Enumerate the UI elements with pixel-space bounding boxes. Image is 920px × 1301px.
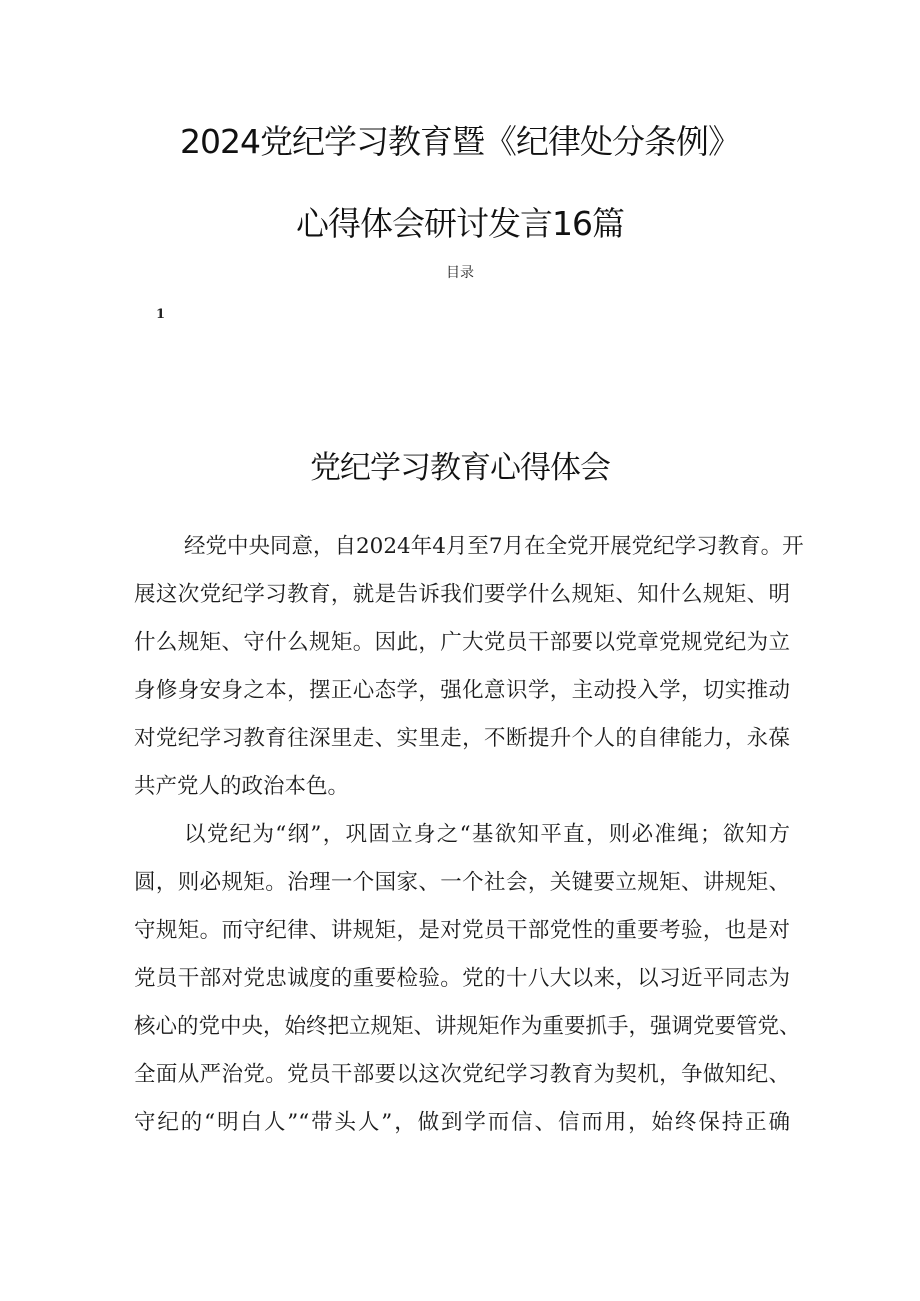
paragraph-line: 核心的党中央，始终把立规矩、讲规矩作为重要抓手，强调党要管党、	[134, 1014, 801, 1039]
paragraph-line: 共产党人的政治本色。	[134, 774, 350, 799]
paragraph-line: 展这次党纪学习教育，就是告诉我们要学什么规矩、知什么规矩、明	[134, 582, 790, 607]
toc-entry-1[interactable]: 1	[156, 307, 166, 322]
paragraph-line: 什么规矩、守什么规矩。因此，广大党员干部要以党章党规党纪为立	[134, 630, 790, 655]
paragraph-line: 以党纪为“纲”，巩固立身之“基欲知平直，则必准绳；欲知方	[184, 822, 790, 847]
document-title-line-1: 2024党纪学习教育暨《纪律处分条例》	[180, 122, 740, 161]
paragraph-line: 身修身安身之本，摆正心态学，强化意识学，主动投入学，切实推动	[134, 678, 790, 703]
document-title-line-2: 心得体会研讨发言16篇	[296, 204, 624, 243]
paragraph-line: 党员干部对党忠诚度的重要检验。党的十八大以来，以习近平同志为	[134, 966, 790, 991]
paragraph-line: 守纪的“明白人”“带头人”，做到学而信、信而用，始终保持正确	[134, 1110, 790, 1135]
paragraph-line: 全面从严治党。党员干部要以这次党纪学习教育为契机，争做知纪、	[134, 1062, 790, 1087]
section-title: 党纪学习教育心得体会	[310, 450, 610, 486]
toc-heading: 目录	[446, 265, 474, 281]
body-paragraph-2	[134, 811, 801, 1147]
body-paragraph-1	[134, 523, 804, 811]
paragraph-line: 守规矩。而守纪律、讲规矩，是对党员干部党性的重要考验，也是对	[134, 918, 790, 943]
paragraph-line: 对党纪学习教育往深里走、实里走，不断提升个人的自律能力，永葆	[134, 726, 790, 751]
paragraph-line: 圆，则必规矩。治理一个国家、一个社会，关键要立规矩、讲规矩、	[134, 870, 790, 895]
paragraph-line: 经党中央同意，自2024年4月至7月在全党开展党纪学习教育。开	[184, 534, 804, 559]
